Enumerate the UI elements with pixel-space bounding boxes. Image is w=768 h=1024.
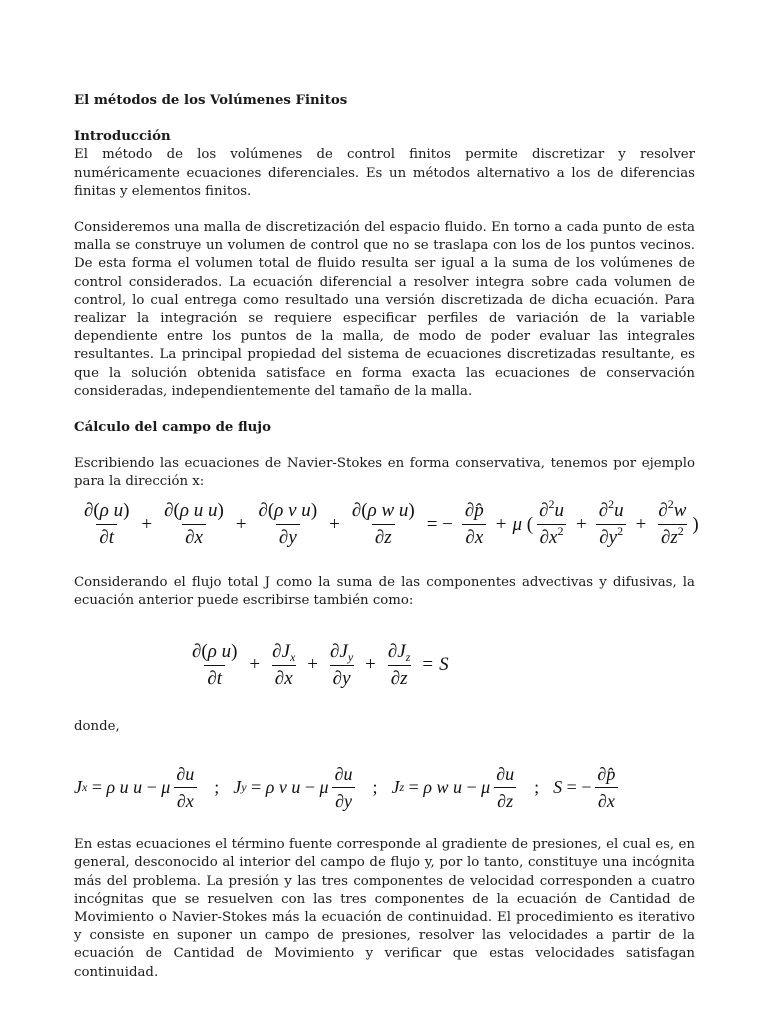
navier-stokes-equation: $\frac{\text{∂(ρ u)}}{\partial t}$ + $\frac{\text{∂(ρ u u)}}{\partial x}$ + $\frac{\text{∂(ρ v u)}}{\partial y}$ + $\frac{\text{∂(ρ w u)}}{\partial z}$ = − $\frac{\partial p̂}{\partial x}$ + μ ( $\frac{\partial^2u}{\partial x^2}$ + $\frac{\partial^2u}{\partial y^2}$ + $\frac{\partial^2w}{\partial z^2}$ ) (84, 497, 699, 549)
document-title: El métodos de los Volúmenes Finitos (74, 93, 348, 108)
section-heading-flow: Cálculo del campo de flujo (74, 420, 271, 436)
flux-paragraph: Considerando el flujo total J como la suma de las componentes advectivas y difusivas, la ecuación anterior puede escribirse también como: (74, 574, 695, 608)
navier-stokes-paragraph: Escribiendo las ecuaciones de Navier-Stokes en forma conservativa, tenemos por ejemplo para la dirección x: (74, 456, 695, 490)
flux-equation: $\frac{\text{∂(ρ u)}}{\partial t}$ + $\frac{\partial J_x}{\partial x}$ + $\frac{\partial J_y}{\partial y}$ + $\frac{\partial J_z}{\partial z}$ = S (192, 640, 449, 689)
donde-label: donde, (74, 719, 120, 735)
mesh-paragraph: Consideremos una malla de discretización del espacio fluido. En torno a cada punto de esta malla se construye un volumen de control que no se traslapa con los de los puntos vecinos. De esta forma el volumen total de fluido resulta ser igual a la suma de los volúmenes de control considerados. La ecuación diferencial a resolver integra sobre cada volumen de control, lo cual entrega como resultado una versión discretizada de dicha ecuación. Para realizar la integración se requiere especificar perfiles de variación de la variable dependiente entre los puntos de la malla, de modo de poder evaluar las integrales resultantes. La principal propiedad del sistema de ecuaciones discretizadas resultante, es que la solución obtenida satisface en forma exacta las ecuaciones de conservación consideradas, independientemente del tamaño de la malla. (74, 220, 695, 399)
source-term-paragraph: En estas ecuaciones el término fuente corresponde al gradiente de presiones, el cual es, en general, desconocido al interior del campo de flujo y, por lo tanto, constituye una incógnita más del problema. La presión y las tres componentes de velocidad corresponden a cuatro incógnitas que se resuelven con las tres componentes de la ecuación de Cantidad de Movimiento o Navier-Stokes más la ecuación de continuidad. El procedimiento es iterativo y consiste en suponer un campo de presiones, resolver las velocidades a partir de la ecuación de Cantidad de Movimiento y verificar que estas velocidades satisfagan continuidad. (74, 837, 695, 980)
flux-definitions-equation: J x = ρ u u − μ $\frac{\partial u}{\partial x}$ ; J y = ρ v u − μ $\frac{\partial u}{\partial y}$ ; J z = ρ w u − μ $\frac{\partial u}{\partial z}$ ; S = − $\frac{\partial p̂}{\partial x}$ (74, 754, 695, 820)
document-page (74, 92, 699, 982)
section-heading-intro: Introducción (74, 129, 171, 145)
intro-paragraph: El método de los volúmenes de control finitos permite discretizar y resolver numéricamente ecuaciones diferenciales. Es un métodos alternativo a los de diferencias finitas y elementos finitos. (74, 147, 695, 199)
